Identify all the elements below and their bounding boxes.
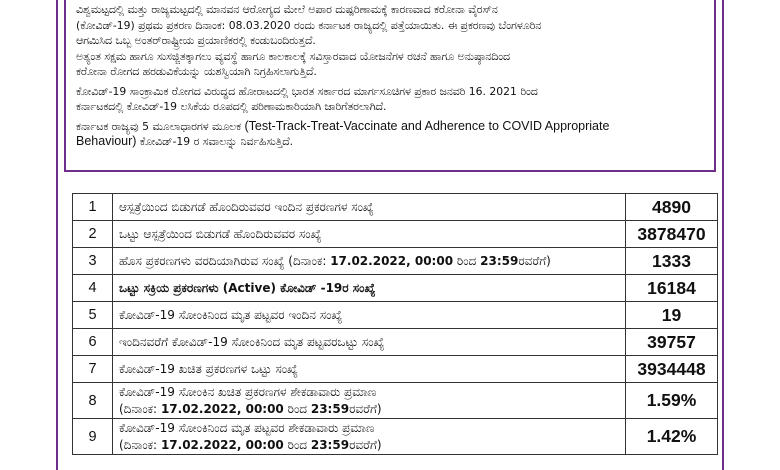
intro-paragraph-2: ಅತ್ಯಂತ ಸಕ್ಷಮ ಹಾಗೂ ಸುಸಜ್ಜಿತಕ್ಕಾಗಲು ವ್ಯವಸ್ಥೆ ಹಾಗೂ ಕಾಲಕಾಲಕ್ಕೆ ಸವಿಸ್ತಾರವಾದ ಯೋಜನೆಗಳ ರಚನೆ ಹಾಗೂ ಅನುಷ್ಠಾನದಿಂದ ಕರೋನಾ ರೋಗದ ಹರಡುವಿಕೆಯನ್ನು ಯಶಸ್ವಿಯಾಗಿ ನಿಗ್ರಹಿಸಲಾಗುತ್ತಿದೆ.	[76, 49, 510, 78]
row-value: 16184	[626, 275, 718, 302]
row-value: 3934448	[626, 356, 718, 383]
row-number: 1	[73, 194, 113, 221]
intro-paragraph-4: ಕರ್ನಾಟಕ ರಾಜ್ಯವು 5 ಮೂಲಾಧಾರಗಳ ಮೂಲಕ (Test-Track-Treat-Vaccinate and Adherence to COVID Appropriate Behaviour) ಕೋವಿಡ್-19 ರ ಸವಾಲನ್ನು ನಿರ್ವಹಿಸುತ್ತಿದೆ.	[76, 118, 610, 148]
row-value: 1333	[626, 248, 718, 275]
row-number: 7	[73, 356, 113, 383]
row-description: ಕೋವಿಡ್-19 ಖಚಿತ ಪ್ರಕರಣಗಳ ಒಟ್ಟು ಸಂಖ್ಯೆ	[113, 356, 626, 383]
row-number: 6	[73, 329, 113, 356]
table-row	[73, 221, 718, 248]
row-description: ಹೊಸ ಪ್ರಕರಣಗಳು ವರದಿಯಾಗಿರುವ ಸಂಖ್ಯೆ (ದಿನಾಂಕ: 17.02.2022, 00:00 ರಿಂದ 23:59ರವರೆಗೆ)	[113, 248, 626, 275]
row-number: 2	[73, 221, 113, 248]
table-row	[73, 329, 718, 356]
row-number: 8	[73, 383, 113, 419]
intro-paragraph-1: ವಿಶ್ವಮಟ್ಟದಲ್ಲಿ ಮತ್ತು ರಾಜ್ಯಮಟ್ಟದಲ್ಲಿ ಮಾನವನ ಆರೋಗ್ಯದ ಮೇಲೆ ಅಪಾರ ದುಷ್ಪರಿಣಾಮಕ್ಕೆ ಕಾರಣವಾದ ಕರೋನಾ ವೈರಸ್‌ನ (ಕೋವಿಡ್-19) ಪ್ರಥಮ ಪ್ರಕರಣ ದಿನಾಂಕ: 08.03.2020 ರಂದು ಕರ್ನಾಟಕ ರಾಜ್ಯದಲ್ಲಿ ಪತ್ತೆಯಾಯಿತು. ಈ ಪ್ರಕರಣವು ಬೆಂಗಳೂರಿನ ಆಗಮಿಸಿದ ಒಬ್ಬ ಅಂತರ್‌ರಾಷ್ಟ್ರೀಯ ಪ್ರಯಾಣಿಕರಲ್ಲಿ ಕಂಡುಬಂದಿರುತ್ತದೆ.	[76, 3, 542, 47]
intro-paragraph-3: ಕೋವಿಡ್-19 ಸಾಂಕ್ರಾಮಿಕ ರೋಗದ ವಿರುದ್ಧದ ಹೋರಾಟದಲ್ಲಿ ಭಾರತ ಸರ್ಕಾರದ ಮಾರ್ಗಸೂಚಿಗಳ ಪ್ರಕಾರ ಜನವರಿ 16. 2021 ರಿಂದ ಕರ್ನಾಟಕದಲ್ಲಿ ಕೋವಿಡ್-19 ಲಸಿಕೆಯ ರೂಪದಲ್ಲಿ ಪರಿಣಾಮಕಾರಿಯಾಗಿ ಜಾರಿಗೆತರಲಾಗಿದೆ.	[76, 84, 538, 113]
table-row	[73, 419, 718, 455]
table-row	[73, 383, 718, 419]
table-row	[73, 194, 718, 221]
row-description: ಆಸ್ಪತ್ರೆಯಿಂದ ಬಿಡುಗಡೆ ಹೊಂದಿರುವವರ ಇಂದಿನ ಪ್ರಕರಣಗಳ ಸಂಖ್ಯೆ	[113, 194, 626, 221]
row-number: 5	[73, 302, 113, 329]
row-description: ಕೋವಿಡ್-19 ಸೋಂಕಿನ ಖಚಿತ ಪ್ರಕರಣಗಳ ಶೇಕಡಾವಾರು ಪ್ರಮಾಣ (ದಿನಾಂಕ: 17.02.2022, 00:00 ರಿಂದ 23:59ರವರೆಗೆ)	[113, 383, 626, 419]
row-value: 1.59%	[626, 383, 718, 419]
row-number: 9	[73, 419, 113, 455]
row-value: 39757	[626, 329, 718, 356]
row-description: ಇಂದಿನವರೆಗೆ ಕೋವಿಡ್-19 ಸೋಂಕಿನಿಂದ ಮೃತ ಪಟ್ಟವರಒಟ್ಟು ಸಂಖ್ಯೆ	[113, 329, 626, 356]
row-description: ಒಟ್ಟು ಆಸ್ಪತ್ರೆಯಿಂದ ಬಿಡುಗಡೆ ಹೊಂದಿರುವವರ ಸಂಖ್ಯೆ	[113, 221, 626, 248]
table-row	[73, 356, 718, 383]
row-description: ಕೋವಿಡ್-19 ಸೋಂಕಿನಿಂದ ಮೃತ ಪಟ್ಟವರ ಶೇಕಡಾವಾರು ಪ್ರಮಾಣ (ದಿನಾಂಕ: 17.02.2022, 00:00 ರಿಂದ 23:59ರವರೆಗೆ)	[113, 419, 626, 455]
row-number: 4	[73, 275, 113, 302]
table-row	[73, 302, 718, 329]
row-number: 3	[73, 248, 113, 275]
table-row	[73, 275, 718, 302]
row-value: 1.42%	[626, 419, 718, 455]
row-description: ಒಟ್ಟು ಸಕ್ರಿಯ ಪ್ರಕರಣಗಳು (Active) ಕೋವಿಡ್ -19ರ ಸಂಖ್ಯೆ	[113, 275, 626, 302]
intro-text-box	[64, 0, 716, 172]
row-value: 3878470	[626, 221, 718, 248]
row-value: 4890	[626, 194, 718, 221]
covid-stats-table	[72, 193, 718, 455]
table-row	[73, 248, 718, 275]
row-description: ಕೋವಿಡ್-19 ಸೋಂಕಿನಿಂದ ಮೃತ ಪಟ್ಟವರ ಇಂದಿನ ಸಂಖ್ಯೆ	[113, 302, 626, 329]
row-value: 19	[626, 302, 718, 329]
